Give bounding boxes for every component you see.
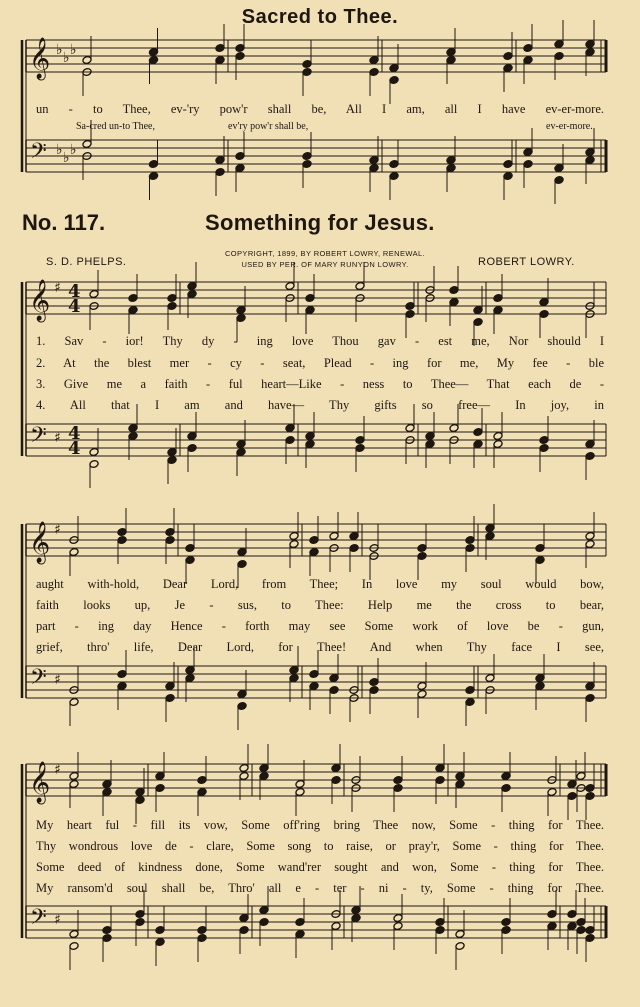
verse-4-line-1: 4. All that I am and have— Thy gifts so free— In joy, in (36, 398, 604, 412)
echo-part-3: ev-er-more. (546, 121, 593, 132)
time-signature-icon: 4 (68, 281, 81, 302)
flat-sign-icon: ♭ (63, 150, 70, 166)
verse-1-line-3: My heart ful - fill its vow, Some off'ring bring Thee now, Some - thing for Thee. (36, 818, 604, 832)
treble-clef-icon: 𝄞 (29, 38, 51, 79)
sharp-sign-icon: ♯ (54, 280, 61, 296)
treble-clef-icon: 𝄞 (29, 280, 51, 321)
verse-1-line-1: 1. Sav - ior! Thy dy - ing love Thou gav - est me, Nor should I (36, 334, 604, 348)
sharp-sign-icon: ♯ (54, 912, 61, 928)
time-signature-icon: 4 (68, 438, 81, 459)
copyright-line-2: USED BY PER. OF MARY RUNYON LOWRY. (241, 260, 409, 269)
bass-staff-3 (26, 906, 606, 938)
verse-3-line-3: Some deed of kindness done, Some wand'rer sought and won, Some - thing for Thee. (36, 860, 604, 874)
echo-part-1: Sa-cred un-to Thee, (76, 121, 155, 132)
sharp-sign-icon: ♯ (54, 672, 61, 688)
flat-sign-icon: ♭ (63, 50, 70, 66)
treble-staff-3 (26, 764, 606, 796)
copyright-line-1: COPYRIGHT, 1899, BY ROBERT LOWRY, RENEWAL. (224, 249, 426, 258)
hymn-number: No. 117. (22, 210, 106, 235)
flat-sign-icon: ♭ (56, 42, 63, 58)
bass-clef-icon: 𝄢 (30, 665, 47, 695)
verse-2-line-3: Thy wondrous love de - clare, Some song to raise, or pray'r, Some - thing for Thee. (36, 839, 604, 853)
flat-sign-icon: ♭ (56, 142, 63, 158)
bass-clef-icon: 𝄢 (30, 423, 47, 453)
verse-4-line-2: grief, thro' life, Dear Lord, for Thee! And when Thy face I see, (36, 640, 604, 654)
previous-hymn-title: Sacred to Thee. (241, 6, 399, 28)
verse-2-line-2: faith looks up, Je - sus, to Thee: Help me the cross to bear, (36, 598, 604, 612)
bass-clef-icon: 𝄢 (30, 905, 47, 935)
time-signature-icon: 4 (68, 423, 81, 444)
verse-3-line-2: part - ing day Hence - forth may see Some work of love be - gun, (36, 619, 604, 633)
hymn-author: S. D. PHELPS. (46, 256, 127, 268)
treble-staff-0 (26, 40, 606, 72)
bass-clef-icon: 𝄢 (30, 139, 47, 169)
treble-clef-icon: 𝄞 (29, 762, 51, 803)
hymn-composer: ROBERT LOWRY. (478, 256, 575, 268)
echo-part-2: ev'ry pow'r shall be, (228, 121, 309, 132)
verse-3-line-1: 3. Give me a faith - ful heart—Like - ness to Thee— That each de - (36, 377, 604, 391)
treble-clef-icon: 𝄞 (29, 522, 51, 563)
flat-sign-icon: ♭ (70, 142, 77, 158)
bass-staff-0 (26, 140, 606, 172)
sharp-sign-icon: ♯ (54, 430, 61, 446)
bass-staff-1 (26, 424, 606, 456)
verse-2-line-1: 2. At the blest mer - cy - seat, Plead - ing for me, My fee - ble (36, 356, 604, 370)
previous-hymn-lyric: un - to Thee, ev-'ry pow'r shall be, All I am, all I have ev-er-more. (36, 102, 604, 116)
sharp-sign-icon: ♯ (54, 522, 61, 538)
hymn-title: Something for Jesus. (205, 210, 435, 235)
verse-4-line-3: My ransom'd soul shall be, Thro' all e - ter - ni - ty, Some - thing for Thee. (36, 881, 604, 895)
sharp-sign-icon: ♯ (54, 762, 61, 778)
verse-1-line-2: aught with-hold, Dear Lord, from Thee; In love my soul would bow, (36, 577, 604, 591)
time-signature-icon: 4 (68, 296, 81, 317)
flat-sign-icon: ♭ (70, 42, 77, 58)
treble-staff-1 (26, 282, 606, 314)
